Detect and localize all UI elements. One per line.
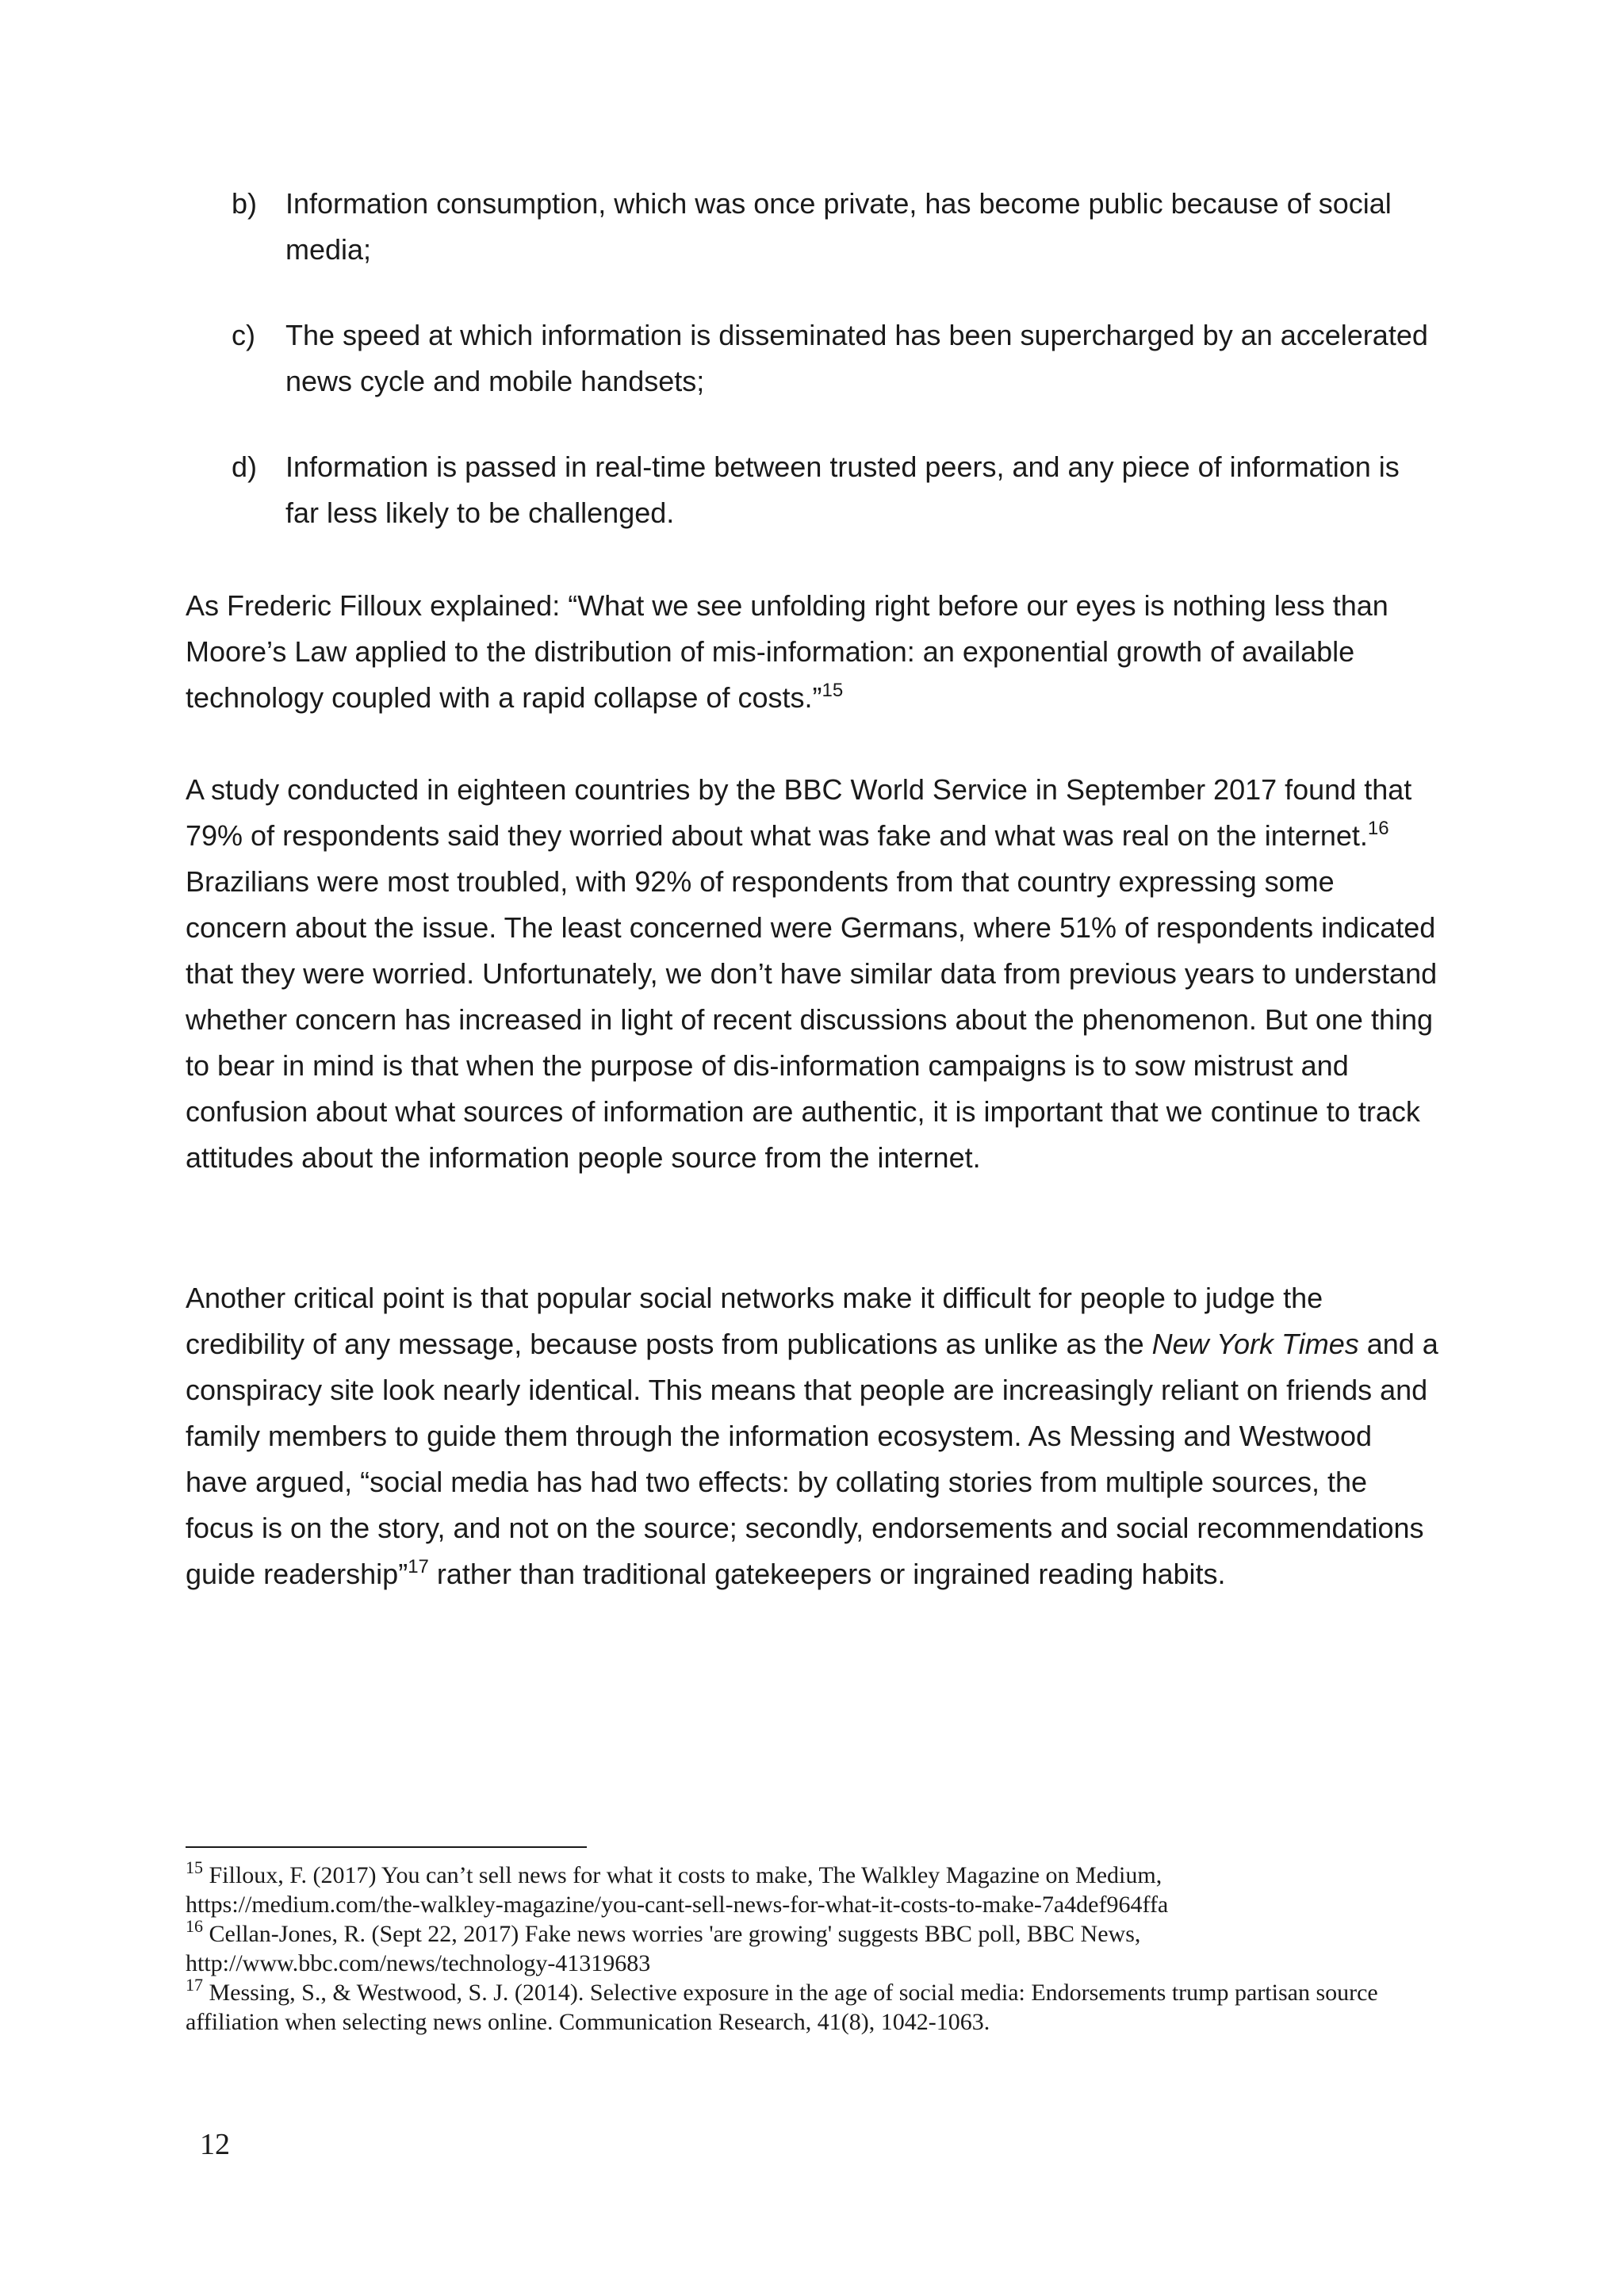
footnote-separator xyxy=(186,1846,587,1848)
publication-name: New York Times xyxy=(1151,1328,1359,1360)
footnote-15 xyxy=(186,1857,1454,1919)
footnotes xyxy=(186,1857,1454,2037)
paragraph-text: As Frederic Filloux explained: “What we see unfolding right before our eyes is nothing less than Moore’s Law applied to the distribution of mis-information: an exponential growth of available technology coupled with a rapid collapse of costs.” xyxy=(186,589,1388,714)
footnote-number: 16 xyxy=(186,1916,203,1936)
footnote-number: 17 xyxy=(186,1975,203,1995)
paragraph-text: Another critical point is that popular social networks make it difficult for people to judge the credibility of any message, because posts from publications as unlike as the xyxy=(186,1282,1323,1360)
list-item-text: Information is passed in real-time between trusted peers, and any piece of information is far less likely to be challenged. xyxy=(285,450,1400,529)
list-item xyxy=(232,312,1437,404)
page-number: 12 xyxy=(200,2128,230,2161)
paragraph-text: and a conspiracy site look nearly identical. This means that people are increasingly reliant on friends and family members to guide them through the information ecosystem. As Messing and Westwood have argued, “social media has had two effects: by collating stories from multiple sources, the focus is on the story, and not on the source; secondly, endorsements and social recommendations guide readership” xyxy=(186,1328,1438,1590)
paragraph-filloux-quote xyxy=(186,583,1438,721)
footnote-url[interactable]: http://www.bbc.com/news/technology-41319683 xyxy=(186,1950,651,1976)
list-item xyxy=(232,444,1437,536)
paragraph-bbc-study xyxy=(186,767,1438,1181)
paragraph-text: rather than traditional gatekeepers or ingrained reading habits. xyxy=(428,1558,1226,1590)
paragraph-social-networks xyxy=(186,1275,1438,1597)
footnote-number: 15 xyxy=(186,1857,203,1877)
footnote-17 xyxy=(186,1975,1454,2037)
footnote-ref: 16 xyxy=(1367,818,1389,839)
footnote-url[interactable]: https://medium.com/the-walkley-magazine/you-cant-sell-news-for-what-it-costs-to-make-7a4def964ffa xyxy=(186,1892,1169,1918)
footnote-ref: 15 xyxy=(822,680,844,701)
footnote-text: Messing, S., & Westwood, S. J. (2014). Selective exposure in the age of social media: Endorsements trump partisan source affiliation when selecting news online. Communication Research, 41(8), 1042-1063. xyxy=(186,1980,1378,2035)
list-item-text: The speed at which information is disseminated has been supercharged by an accelerated news cycle and mobile handsets; xyxy=(285,319,1428,397)
list-marker: b) xyxy=(232,187,258,220)
list-item xyxy=(232,181,1437,273)
footnote-16 xyxy=(186,1916,1454,1978)
list-item-text: Information consumption, which was once private, has become public because of social media; xyxy=(285,187,1392,266)
lettered-list xyxy=(232,181,1437,576)
paragraph-text: Brazilians were most troubled, with 92% of respondents from that country expressing some concern about the issue. The least concerned were Germans, where 51% of respondents indicated that they were worried. Unfortunately, we don’t have similar data from previous years to understand whether concern has increased in light of recent discussions about the phenomenon. But one thing to bear in mind is that when the purpose of dis-information campaigns is to sow mistrust and confusion about what sources of information are authentic, it is important that we continue to track attitudes about the information people source from the internet. xyxy=(186,865,1438,1174)
list-marker: d) xyxy=(232,450,258,483)
footnote-ref: 17 xyxy=(408,1556,429,1577)
list-marker: c) xyxy=(232,319,255,351)
footnote-text: Cellan-Jones, R. (Sept 22, 2017) Fake news worries 'are growing' suggests BBC poll, BBC News, xyxy=(203,1921,1141,1947)
footnote-text: Filloux, F. (2017) You can’t sell news for what it costs to make, The Walkley Magazine on Medium, xyxy=(203,1862,1162,1888)
paragraph-text: A study conducted in eighteen countries by the BBC World Service in September 2017 found that 79% of respondents said they worried about what was fake and what was real on the internet. xyxy=(186,773,1412,852)
